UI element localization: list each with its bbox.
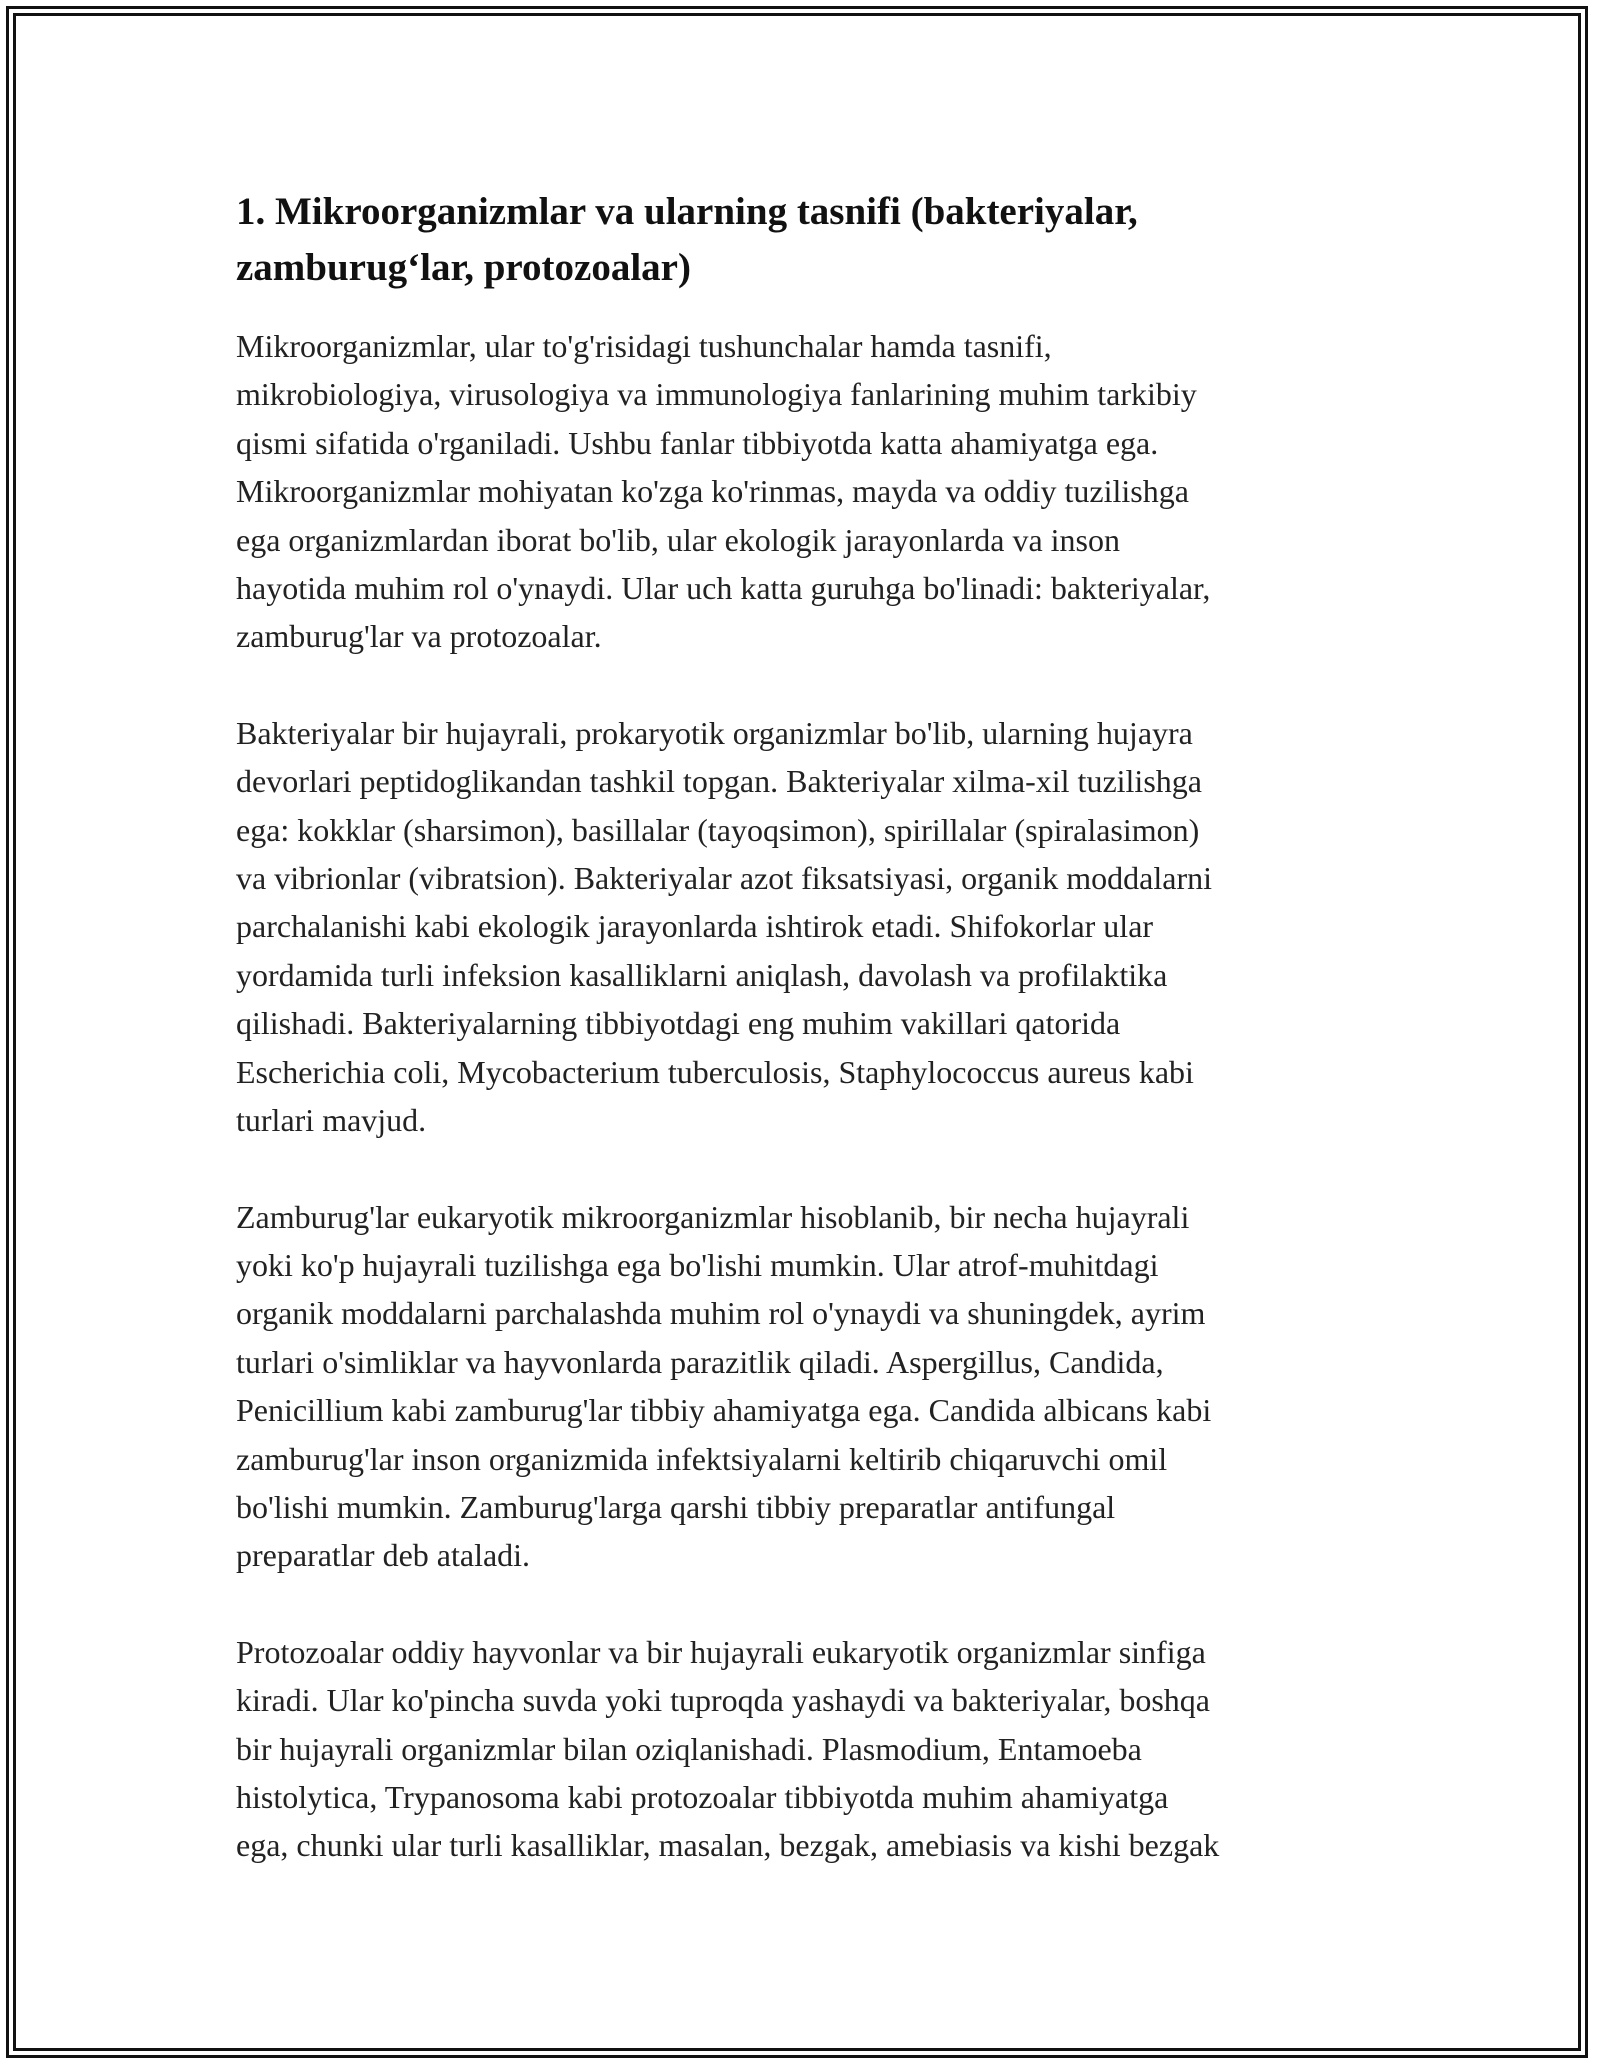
paragraph-fungi: Zamburug'lar eukaryotik mikroorganizmlar hisoblanib, bir necha hujayrali yoki ko'p hujayrali tuzilishga ega bo'lishi mumkin. Ular atrof-muhitdagi organik moddalarni parchalashda muhim rol o'ynaydi va shuningdek, ayrim turlari o'simliklar va hayvonlarda parazitlik qiladi. Aspergillus, Candida, Penicillium kabi zamburug'lar tibbiy ahamiyatga ega. Candida albicans kabi zamburug'lar inson organizmida infektsiyalarni keltirib chiqaruvchi omil bo'lishi mumkin. Zamburug'larga qarshi tibbiy preparatlar antifungal preparatlar deb ataladi. — [236, 1198, 1212, 1574]
paragraph-microorganisms-intro: Mikroorganizmlar, ular to'g'risidagi tushunchalar hamda tasnifi, mikrobiologiya, virusologiya va immunologiya fanlarining muhim tarkibiy qismi sifatida o'rganiladi. Ushbu fanlar tibbiyotda katta ahamiyatga ega. Mikroorganizmlar mohiyatan ko'zga ko'rinmas, mayda va oddiy tuzilishga ega organizmlardan iborat bo'lib, ular ekologik jarayonlarda va inson hayotida muhim rol o'ynaydi. Ular uch katta guruhga bo'linadi: bakteriyalar, zamburug'lar va protozoalar. — [236, 328, 1211, 655]
paragraph-bacteria: Bakteriyalar bir hujayrali, prokaryotik organizmlar bo'lib, ularning hujayra devorlari peptidoglikandan tashkil topgan. Bakteriyalar xilma-xil tuzilishga ega: kokklar (sharsimon), basillalar (tayoqsimon), spirillalar (spiralasimon) va vibrionlar (vibratsion). Bakteriyalar azot fiksatsiyasi, organik moddalarni parchalanishi kabi ekologik jarayonlarda ishtirok etadi. Shifokorlar ular yordamida turli infeksion kasalliklarni aniqlash, davolash va profilaktika qilishadi. Bakteriyalarning tibbiyotdagi eng muhim vakillari qatorida Escherichia coli, Mycobacterium tuberculosis, Staphylococcus aureus kabi turlari mavjud. — [236, 714, 1213, 1139]
paragraph-protozoa: Protozoalar oddiy hayvonlar va bir hujayrali eukaryotik organizmlar sinfiga kiradi. Ular ko'pincha suvda yoki tuproqda yashaydi va bakteriyalar, boshqa bir hujayrali organizmlar bilan oziqlanishadi. Plasmodium, Entamoeba histolytica, Trypanosoma kabi protozoalar tibbiyotda muhim ahamiyatga ega, chunki ular turli kasalliklar, masalan, bezgak, amebiasis va kishi bezgak — [236, 1633, 1220, 1864]
document-body — [236, 184, 1376, 1918]
section-heading: 1. Mikroorganizmlar va ularning tasnifi (bakteriyalar, zamburug‘lar, protozoalar) — [236, 190, 1138, 289]
